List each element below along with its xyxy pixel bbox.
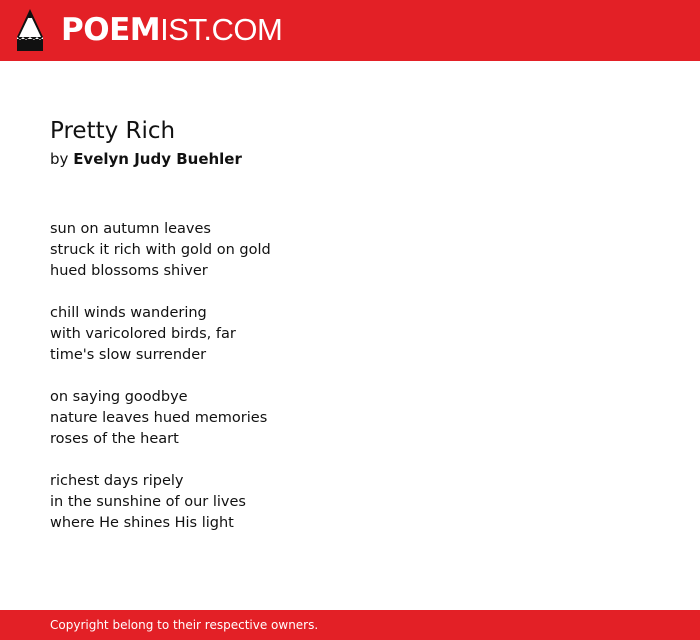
- poem-line: where He shines His light: [50, 515, 234, 531]
- poem-title: Pretty Rich: [50, 118, 176, 144]
- poem-body: [50, 219, 271, 555]
- poem-stanza: [50, 471, 271, 534]
- site-footer: [0, 610, 700, 640]
- poem-byline: [50, 149, 242, 169]
- poem-line: sun on autumn leaves: [50, 221, 211, 237]
- site-logo-text: [61, 14, 282, 46]
- pencil-tip-icon: [17, 9, 43, 51]
- site-header: [0, 0, 700, 61]
- logo-text-light: IST.COM: [160, 12, 283, 47]
- copyright-text: Copyright belong to their respective owners.: [50, 618, 319, 632]
- poem-stanza: [50, 303, 271, 366]
- poem-stanza: [50, 219, 271, 282]
- poem-line: in the sunshine of our lives: [50, 494, 246, 510]
- poem-line: with varicolored birds, far: [50, 326, 236, 342]
- byline-prefix: by: [50, 150, 69, 168]
- poem-line: nature leaves hued memories: [50, 410, 268, 426]
- poem-line: richest days ripely: [50, 473, 184, 489]
- poem-line: struck it rich with gold on gold: [50, 242, 271, 258]
- poem-line: roses of the heart: [50, 431, 179, 447]
- poem-line: hued blossoms shiver: [50, 263, 208, 279]
- logo-text-bold: POEM: [61, 12, 161, 48]
- poem-line: time's slow surrender: [50, 347, 207, 363]
- poem-line: chill winds wandering: [50, 305, 207, 321]
- poem-line: on saying goodbye: [50, 389, 188, 405]
- poem-stanza: [50, 387, 271, 450]
- author-link[interactable]: Evelyn Judy Buehler: [73, 150, 242, 168]
